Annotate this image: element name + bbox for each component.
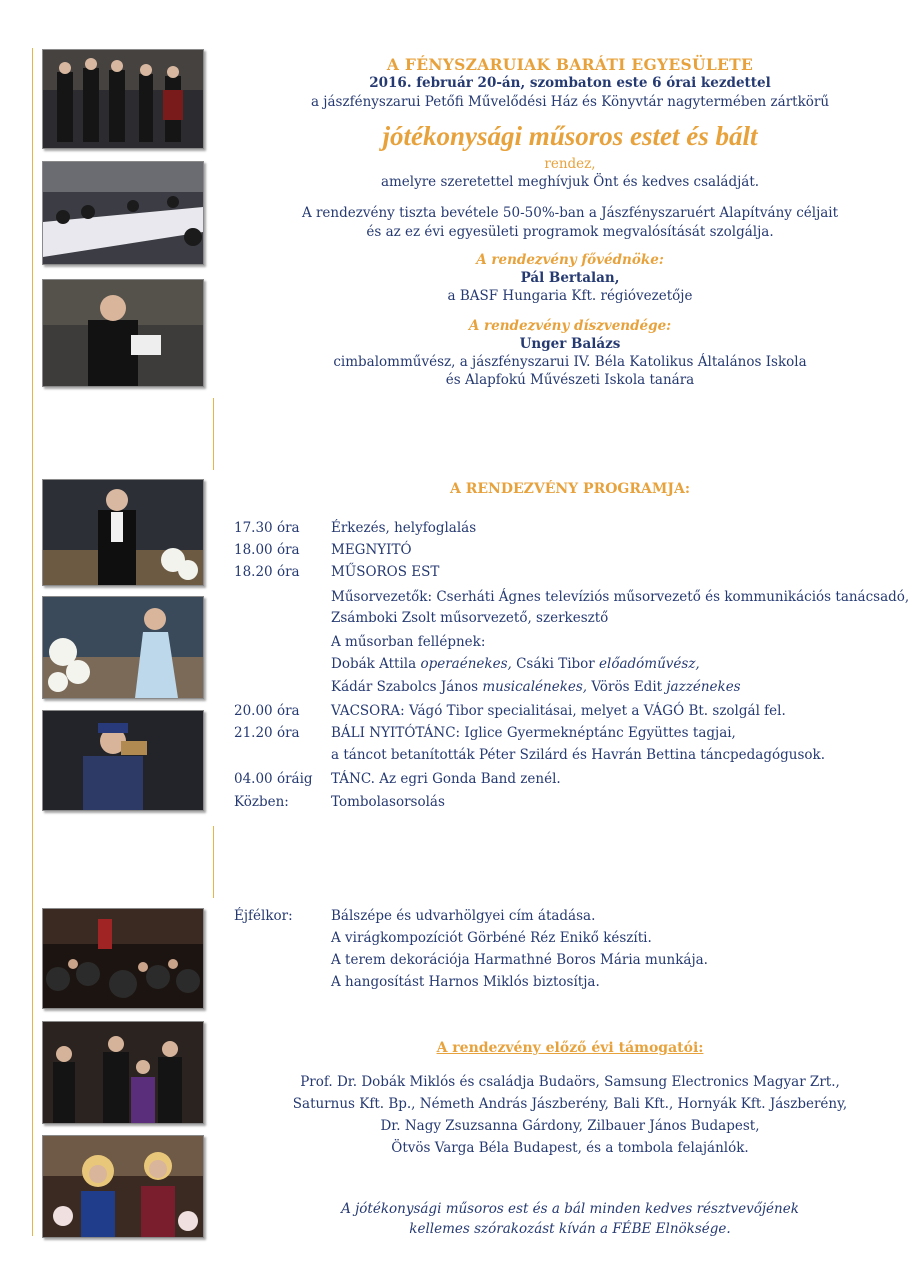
dance-teachers-role: táncpedagógusok. <box>700 747 825 763</box>
hosts-text-2: Zsámboki Zsolt műsorvezető, szerkesztő <box>331 610 609 626</box>
photo-pan-flute-player <box>42 710 204 811</box>
program-time: 18.00 óra <box>234 542 300 558</box>
program-event: MEGNYITÓ <box>331 542 412 558</box>
caterer-name: VÁGÓ Bt. <box>643 703 709 719</box>
midnight-text: Bálszépe és udvarhölgyei cím átadása. <box>331 908 596 924</box>
dance-teachers-text: a táncot betanították <box>331 747 475 763</box>
decoration-text-end: munkája. <box>645 952 708 968</box>
supporters-line-4: Ötvös Varga Béla Budapest, és a tombola felajánlók. <box>391 1140 749 1156</box>
program-event: Érkezés, helyfoglalás <box>331 520 477 536</box>
program-time: 04.00 óráig <box>234 771 313 787</box>
dance-label: TÁNC. <box>331 771 375 787</box>
hosts-label: Műsorvezetők: <box>331 589 433 605</box>
performer-role: operaénekes, <box>420 656 512 672</box>
event-date-line: 2016. február 20-án, szombaton este 6 órai kezdettel <box>369 75 771 91</box>
dinner-label: VACSORA: <box>331 703 405 719</box>
photo-speakers-on-stage <box>42 49 204 149</box>
photo-dancing-couples <box>42 1021 204 1124</box>
patron-name: Pál Bertalan, <box>520 270 620 286</box>
event-title: jótékonysági műsoros estet és bált <box>382 121 758 151</box>
performer-role: jazzénekes <box>666 679 741 695</box>
organization-name: A FÉNYSZARUIAK BARÁTI EGYESÜLETE <box>386 55 754 74</box>
program-time: Közben: <box>234 794 289 810</box>
invitation-text: amelyre szeretettel meghívjuk Önt és kedves családját. <box>380 174 760 190</box>
performer-name: Vörös Edit <box>591 679 663 695</box>
performer-name: Kádár Szabolcs János <box>331 679 479 695</box>
photo-banquet-hall <box>42 161 204 265</box>
closing-line-1: A jótékonysági műsoros est és a bál minden kedves résztvevőjének <box>341 1201 799 1217</box>
rendez-text: rendez, <box>544 156 596 172</box>
dinner-text: Vágó Tibor specialitásai, melyet a <box>409 703 640 719</box>
sound-text-end: biztosítja. <box>532 974 600 990</box>
divider-line-bottom <box>213 826 214 898</box>
guest-name: Unger Balázs <box>519 336 621 352</box>
decoration-artist: Harmathné Boros Mária <box>473 952 641 968</box>
photo-singer-tuxedo <box>42 479 204 586</box>
performer-name: Csáki Tibor <box>516 656 595 672</box>
dance-teachers-names: Péter Szilárd és Havrán Bettina <box>478 747 696 763</box>
purpose-line-2: és az ez évi egyesületi programok megvalósítását szolgálja. <box>366 224 774 240</box>
left-border-line <box>32 48 33 1236</box>
flower-artist: Görbéné Réz Enikő <box>467 930 599 946</box>
program-event: Tombolasorsolás <box>331 794 445 810</box>
purpose-line-1: A rendezvény tiszta bevétele 50-50%-ban a Jászfényszaruért Alapítvány céljait <box>301 205 839 221</box>
flower-text: A virágkompozíciót <box>331 930 463 946</box>
photo-singer-woman <box>42 596 204 699</box>
program-event: MŰSOROS EST <box>331 564 440 580</box>
photo-dance-floor <box>42 908 204 1009</box>
divider-line-top <box>213 398 214 470</box>
program-time: 20.00 óra <box>234 703 300 719</box>
program-time: 17.30 óra <box>234 520 300 536</box>
opening-dance-text: Iglice Gyermeknéptánc Együttes tagjai, <box>464 725 736 741</box>
performers-label: A műsorban fellépnek: <box>331 634 486 650</box>
sound-text: A hangosítást <box>331 974 425 990</box>
venue-line: a jászfényszarui Petőfi Művelődési Ház és Könyvtár nagytermében zártkörű <box>310 94 830 110</box>
opening-dance-label: BÁLI NYITÓTÁNC: <box>331 725 461 741</box>
guest-role-line-1: cimbalomművész, a jászfényszarui IV. Béla Katolikus Általános Iskola <box>333 354 807 370</box>
midnight-label: Éjfélkor: <box>234 908 293 924</box>
performer-role: előadóművész, <box>599 656 700 672</box>
supporters-heading: A rendezvény előző évi támogatói: <box>436 1040 704 1056</box>
supporters-line-1: Prof. Dr. Dobák Miklós és családja Budaörs, Samsung Electronics Magyar Zrt., <box>300 1074 840 1090</box>
performer-role: musicalénekes, <box>482 679 588 695</box>
performer-name: Dobák Attila <box>331 656 417 672</box>
closing-line-2: kellemes szórakozást kíván a FÉBE Elnöksége. <box>409 1221 731 1237</box>
sound-provider: Harnos Miklós <box>428 974 529 990</box>
patron-heading: A rendezvény fővédnöke: <box>476 252 664 268</box>
flower-text-end: készíti. <box>603 930 652 946</box>
photo-ball-queen <box>42 1135 204 1238</box>
band-text: Az egri Gonda Band zenél. <box>379 771 561 787</box>
supporters-line-2: Saturnus Kft. Bp., Németh András Jászberény, Bali Kft., Hornyák Kft. Jászberény, <box>292 1096 848 1112</box>
supporters-line-3: Dr. Nagy Zsuzsanna Gárdony, Zilbauer János Budapest, <box>380 1118 760 1134</box>
photo-speaker-microphone <box>42 279 204 387</box>
program-heading: A RENDEZVÉNY PROGRAMJA: <box>449 481 691 497</box>
guest-role-line-2: és Alapfokú Művészeti Iskola tanára <box>445 372 695 388</box>
dinner-text-end: szolgál fel. <box>712 703 786 719</box>
decoration-text: A terem dekorációja <box>331 952 470 968</box>
hosts-text-1: Cserháti Ágnes televíziós műsorvezető és kommunikációs tanácsadó, <box>436 589 909 605</box>
program-time: 21.20 óra <box>234 725 300 741</box>
patron-role: a BASF Hungaria Kft. régióvezetője <box>447 288 693 304</box>
guest-heading: A rendezvény díszvendége: <box>468 318 672 334</box>
program-time: 18.20 óra <box>234 564 300 580</box>
